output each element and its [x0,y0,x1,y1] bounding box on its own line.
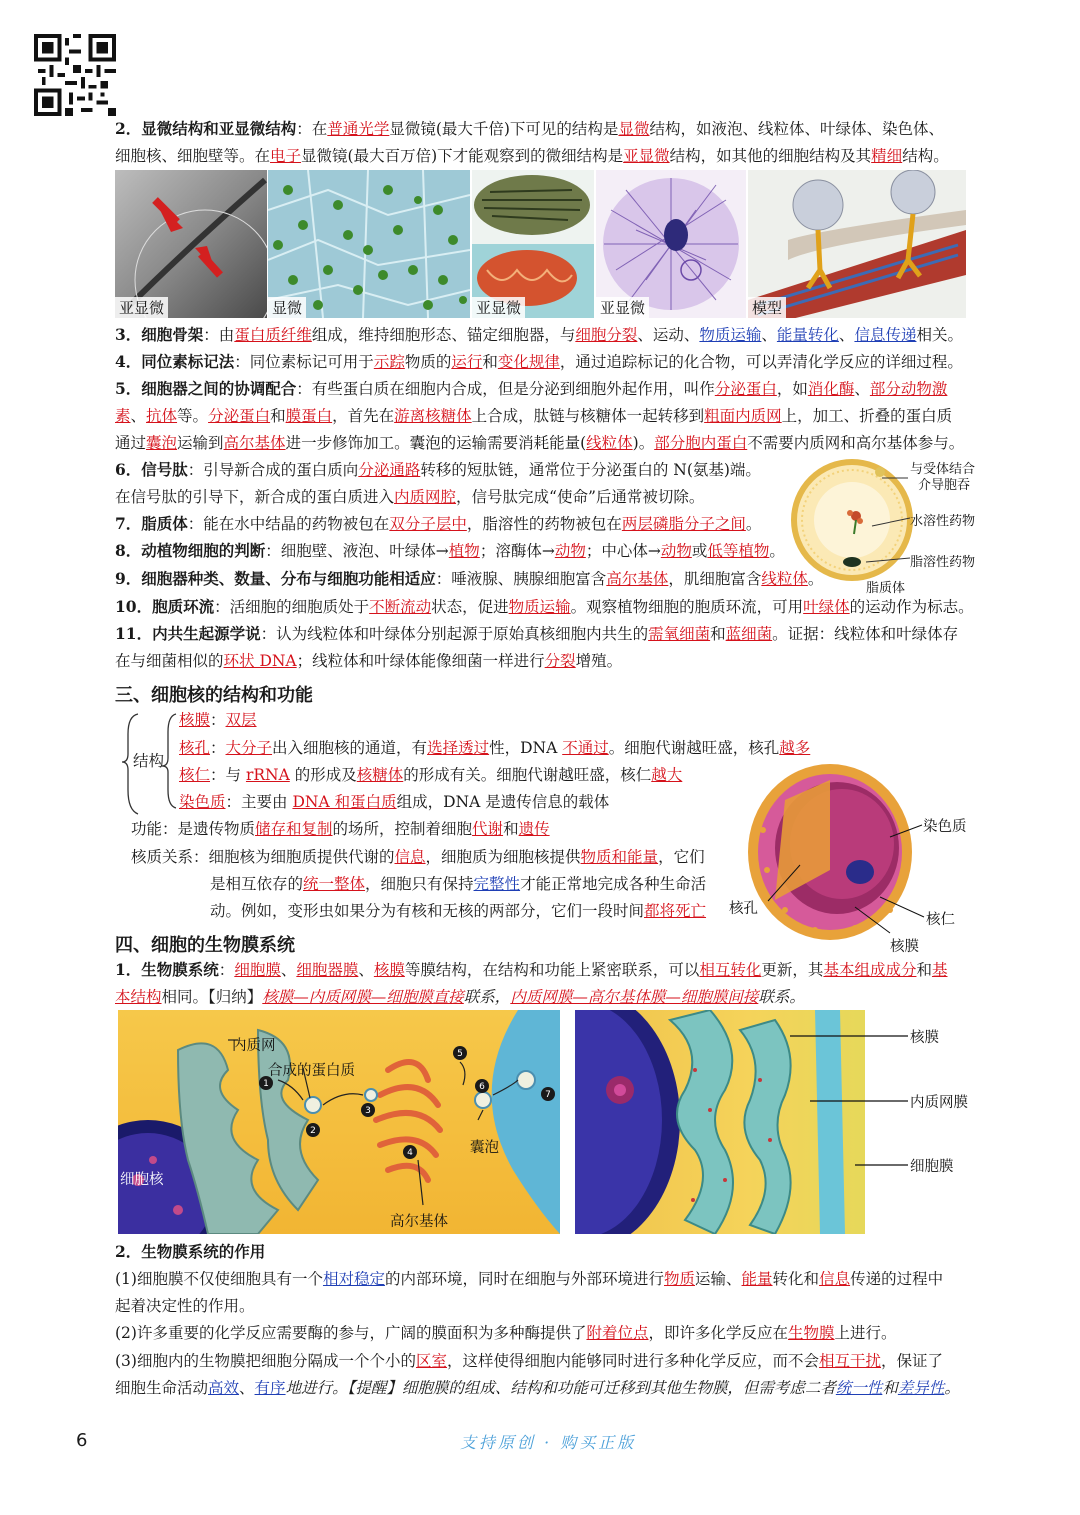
caption-2: 显微 [268,297,306,318]
liposome-label-endocytosis: 介导胞吞 [918,478,971,493]
fig1-label-protein: 合成的蛋白质 [268,1063,355,1079]
chloroplast-micrograph [268,170,470,318]
membrane-system-line2: 本结构相同。【归纳】核膜—内质网膜—细胞膜直接联系，内质网膜—高尔基体膜—细胞膜间接联系。 [115,988,805,1006]
caption-5: 模型 [748,297,786,318]
section-4-title: 四、细胞的生物膜系统 [115,935,295,956]
liposome-label-water: 水溶性药物 [910,514,976,529]
item-9: 9．细胞器种类、数量、分布与细胞功能相适应：唾液腺、胰腺细胞富含高尔基体，肌细胞富含线粒体。 [115,569,824,588]
item-5-line2: 素、抗体等。分泌蛋白和膜蛋白，首先在游离核糖体上合成，肽链与核糖体一起转移到粗面内质网上，加工、折叠的蛋白质 [115,407,953,425]
section-3-title: 三、细胞核的结构和功能 [115,685,313,706]
nucleus-label-chromatin: 染色质 [923,819,967,835]
caption-3: 亚显微 [472,297,525,318]
fig1-label-golgi: 高尔基体 [390,1214,448,1230]
page-number: 6 [76,1430,88,1451]
membrane-function-1-line1: (1)细胞膜不仅使细胞具有一个相对稳定的内部环境，同时在细胞与外部环境进行物质运输、能量转化和信息传递的过程中 [115,1270,944,1288]
svg-text:4: 4 [407,1148,413,1158]
svg-text:1: 1 [263,1079,269,1089]
fig2-leader-lines [780,1030,910,1170]
item-4: 4．同位素标记法：同位素标记可用于示踪物质的运行和变化规律，通过追踪标记的化合物，可以弄清化学反应的详细过程。 [115,352,963,371]
item-6-line1: 6．信号肽：引导新合成的蛋白质向分泌通路转移的短肽链，通常位于分泌蛋白的 N(氨基)端。 [115,460,761,479]
nucleus-function-row: 功能：是遗传物质储存和复制的场所，控制着细胞代谢和遗传 [131,820,550,838]
chromatin-row: 染色质：主要由 DNA 和蛋白质组成，DNA 是遗传信息的载体 [179,793,610,811]
liposome-label-fat: 脂溶性药物 [910,555,976,570]
item-6-line2: 在信号肽的引导下，新合成的蛋白质进入内质网腔，信号肽完成“使命”后通常被切除。 [115,488,705,506]
membrane-function-2: (2)许多重要的化学反应需要酶的参与，广阔的膜面积为多种酶提供了附着位点，即许多化学反应在生物膜上进行。 [115,1324,897,1342]
fig2-label-er-membrane: 内质网膜 [910,1095,968,1111]
nucleus-leader-lines [760,815,930,940]
item-7: 7．脂质体：能在水中结晶的药物被包在双分子层中，脂溶性的药物被包在两层磷脂分子之间。 [115,514,762,533]
cytoskeleton-image [596,170,746,318]
nucleus-membrane-row: 核膜：双层 [179,711,257,729]
item-5-line3: 通过囊泡运输到高尔基体进一步修饰加工。囊泡的运输需要消耗能量(线粒体)。部分胞内蛋白不需要内质网和高尔基体参与。 [115,434,965,452]
nucleus-cytoplasm-row3: 动。例如，变形虫如果分为有核和无核的两部分，它们一段时间都将死亡 [210,902,707,920]
liposome-label-name: 脂质体 [866,581,906,596]
item-2-line1: 2．显微结构和亚显微结构：在普通光学显微镜(最大千倍)下可见的结构是显微结构，如液泡、线粒体、叶绿体、染色体、 [115,119,944,138]
svg-text:2: 2 [310,1126,316,1136]
nucleus-label-pore: 核孔 [729,901,758,917]
item-2-line2: 细胞核、细胞壁等。在电子显微镜(最大百万倍)下才能观察到的微细结构是亚显微结构，如其他的细胞结构及其精细结构。 [115,147,949,165]
membrane-function-title: 2．生物膜系统的作用 [115,1242,266,1261]
liposome-label-receptor: 与受体结合 [910,462,976,477]
item-8: 8．动植物细胞的判断：细胞壁、液泡、叶绿体→植物；溶酶体→动物；中心体→动物或低等植物。 [115,541,785,560]
secretion-pathway-figure [118,1010,560,1234]
fig2-label-nuclear-membrane: 核膜 [910,1030,939,1046]
structure-brace [118,710,180,820]
fig1-label-er: 内质网 [232,1038,276,1054]
nucleus-pore-row: 核孔：大分子出入细胞核的通道，有选择透过性，DNA 不通过。细胞代谢越旺盛，核孔越多 [179,739,811,757]
nucleus-label-envelope: 核膜 [890,939,919,955]
em-membrane-image [115,170,267,318]
svg-text:5: 5 [457,1049,463,1059]
item-11-line2: 在与细菌相似的环状 DNA；线粒体和叶绿体能像细菌一样进行分裂增殖。 [115,652,623,670]
item-3: 3．细胞骨架：由蛋白质纤维组成，维持细胞形态、锚定细胞器，与细胞分裂、运动、物质运输、能量转化、信息传递相关。 [115,325,963,344]
svg-text:7: 7 [545,1090,551,1100]
nucleus-label-nucleolus: 核仁 [926,912,955,928]
membrane-function-3-line1: (3)细胞内的生物膜把细胞分隔成一个个小的区室，这样使得细胞内能够同时进行多种化学反应，而不会相互干扰，保证了 [115,1352,944,1370]
membrane-function-3-line2: 细胞生命活动高效、有序地进行。【提醒】细胞膜的组成、结构和功能可迁移到其他生物膜，但需考虑二者统一性和差异性。 [115,1379,960,1397]
membrane-function-1-line2: 起着决定性的作用。 [115,1297,255,1315]
footer-slogan: 支持原创 · 购买正版 [460,1433,637,1452]
nucleus-cytoplasm-row1: 核质关系：细胞核为细胞质提供代谢的信息，细胞质为细胞核提供物质和能量，它们 [131,848,705,866]
organelle-em-image [472,170,594,318]
item-11-line1: 11．内共生起源学说：认为线粒体和叶绿体分别起源于原始真核细胞内共生的需氧细菌和蓝细菌。证据：线粒体和叶绿体存 [115,624,959,643]
fig2-label-plasma-membrane: 细胞膜 [910,1159,954,1175]
fig1-label-nucleus: 细胞核 [120,1172,164,1188]
membrane-system-line1: 1．生物膜系统：细胞膜、细胞器膜、核膜等膜结构，在结构和功能上紧密联系，可以相互转化更新，其基本组成成分和基 [115,960,948,979]
nucleus-cytoplasm-row2: 是相互依存的统一整体，细胞只有保持完整性才能正常地完成各种生命活 [210,875,707,893]
item-5-line1: 5．细胞器之间的协调配合：有些蛋白质在细胞内合成，但是分泌到细胞外起作用，叫作分泌蛋白，如消化酶、部分动物激 [115,379,948,398]
caption-1: 亚显微 [115,297,168,318]
qr-code [34,34,116,116]
structure-label: 结构 [133,752,165,770]
svg-text:6: 6 [479,1082,485,1092]
item-10: 10．胞质环流：活细胞的细胞质处于不断流动状态，促进物质运输。观察植物细胞的胞质环流，可用叶绿体的运动作为标志。 [115,597,974,616]
liposome-leader-lines [860,470,920,570]
caption-4: 亚显微 [596,297,649,318]
svg-text:3: 3 [365,1106,371,1116]
fig1-label-vesicle: 囊泡 [470,1140,499,1156]
motor-protein-model [748,170,966,318]
nucleolus-row: 核仁：与 rRNA 的形成及核糖体的形成有关。细胞代谢越旺盛，核仁越大 [179,766,683,784]
